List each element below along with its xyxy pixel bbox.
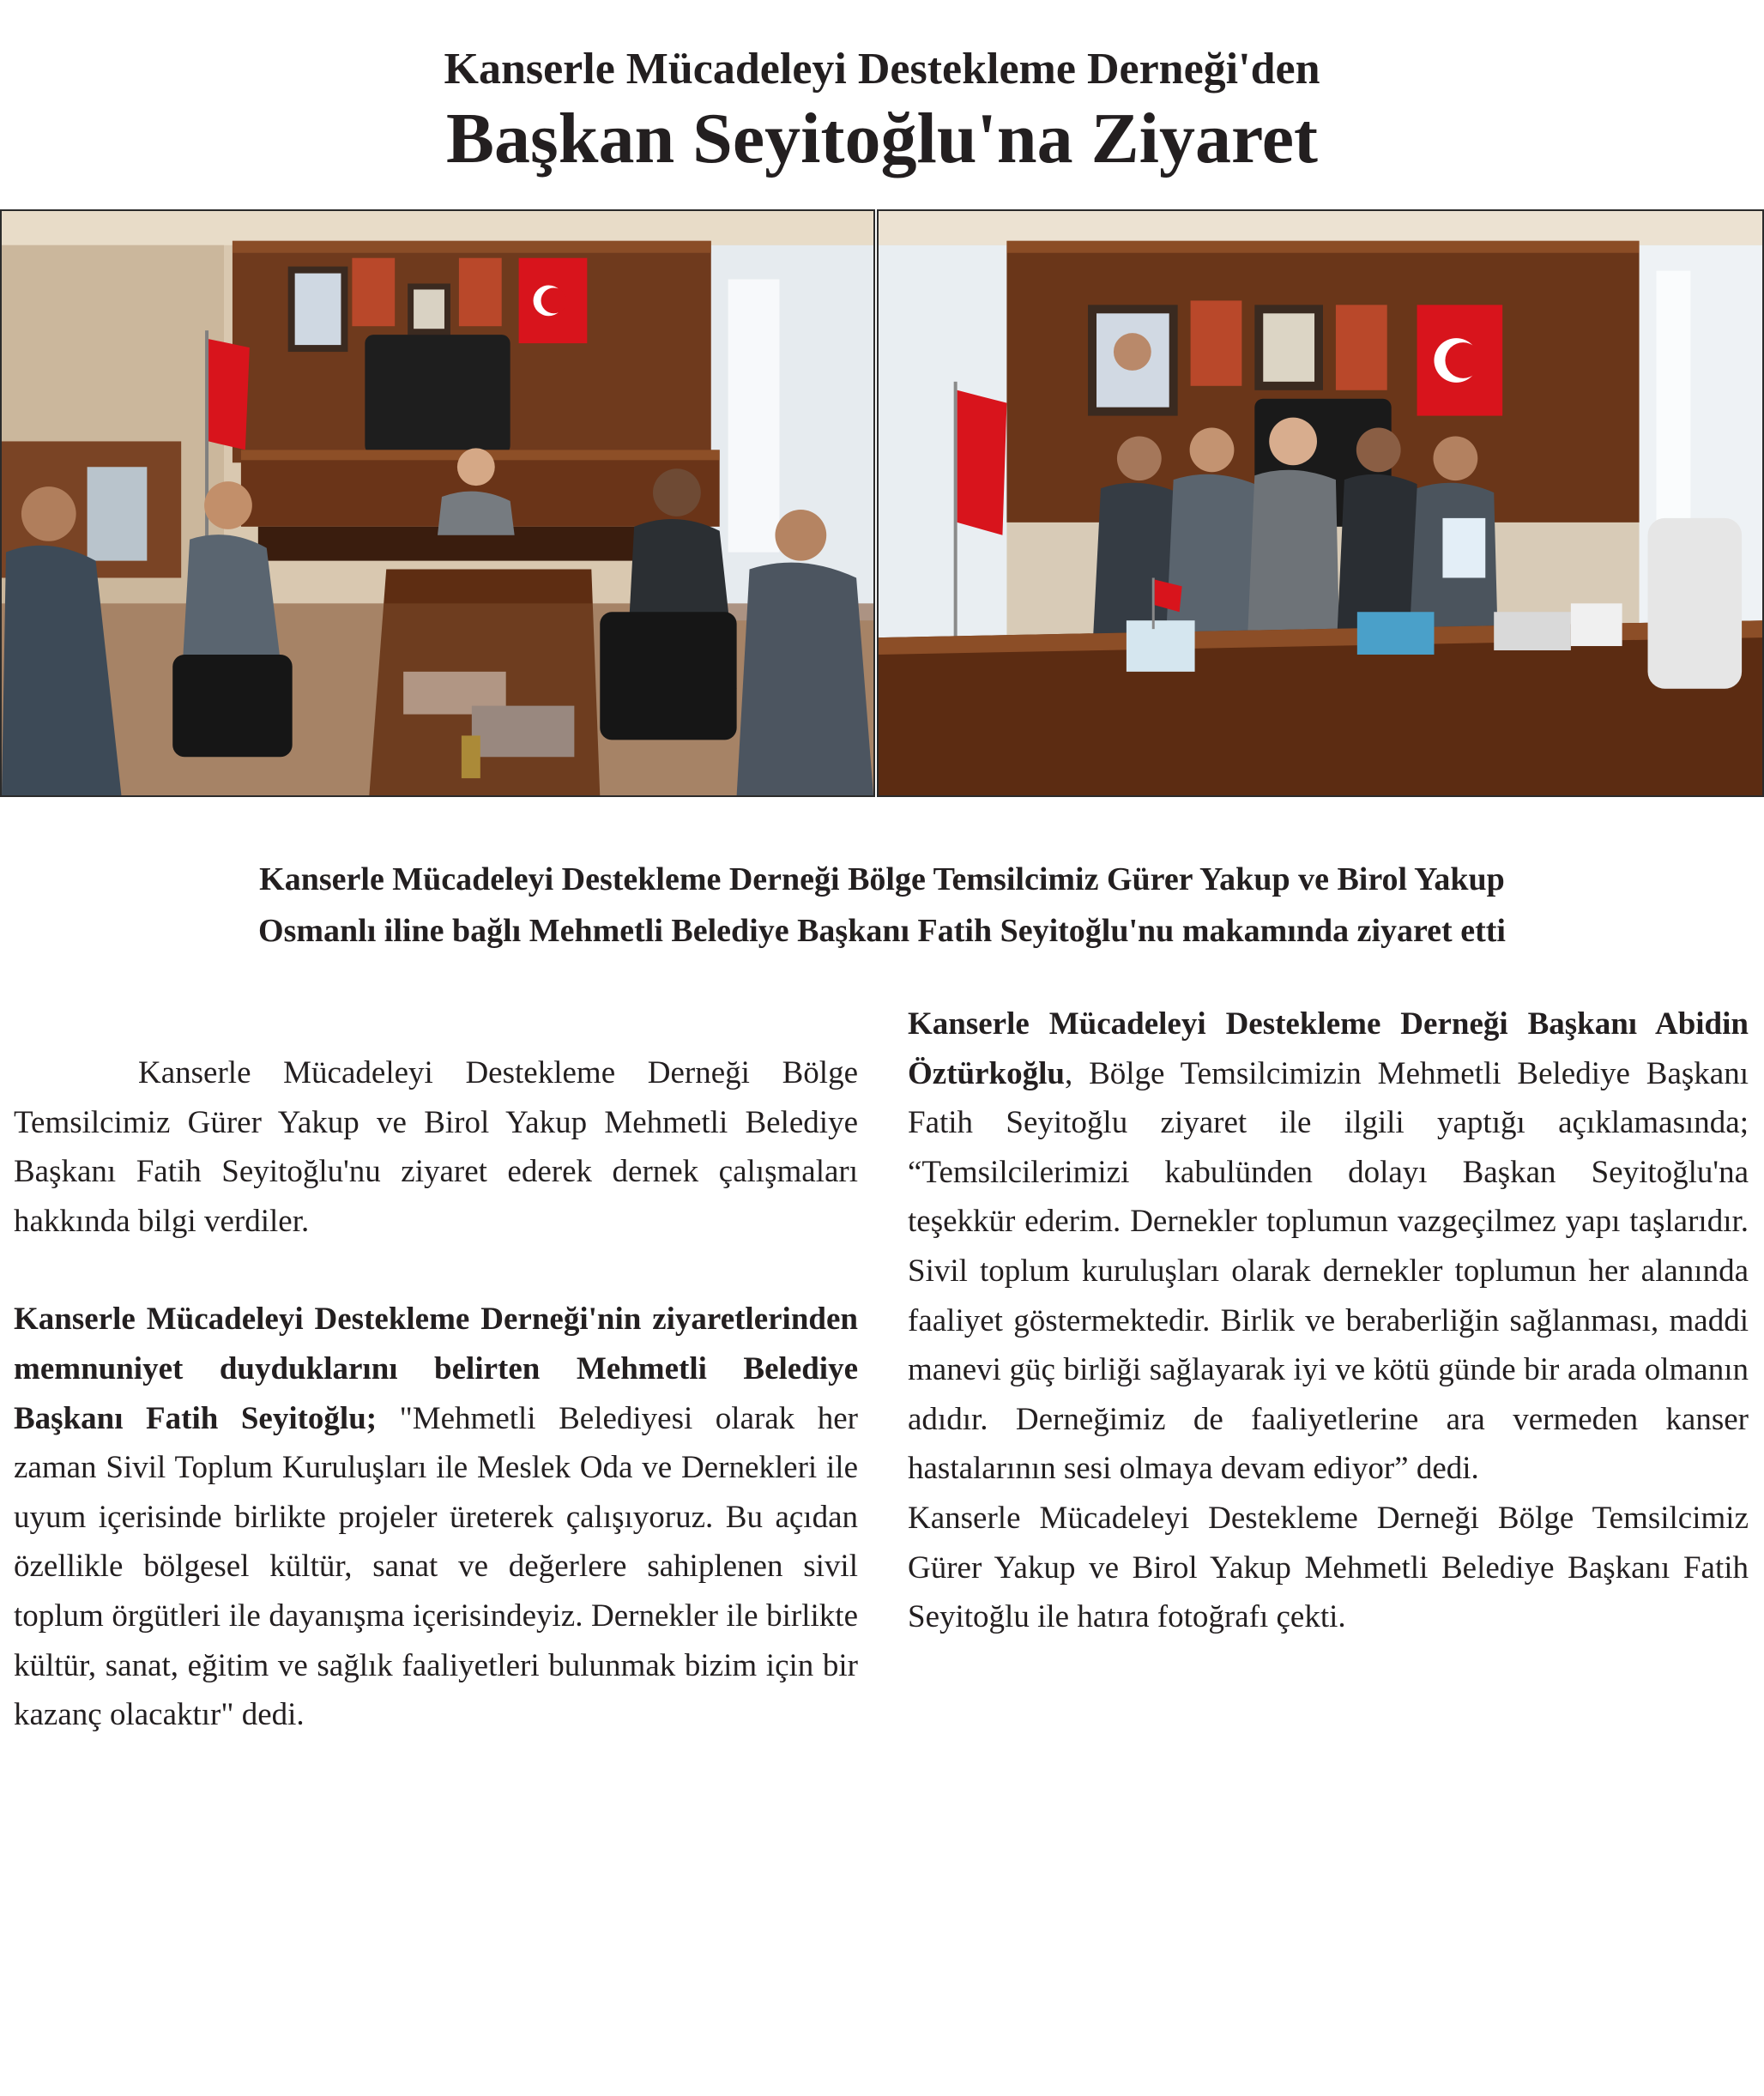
right-column: [908, 1000, 1749, 1642]
photo-meeting: [0, 209, 875, 797]
left-paragraph-2: [14, 1295, 858, 1739]
right-paragraph-2: Kanserle Mücadeleyi Destekleme Derneği Bölge Temsilcimiz Gürer Yakup ve Birol Yakup Mehmetli Belediye Başkanı Fatih Seyitoğlu ile hatıra fotoğrafı çekti.: [908, 1500, 1749, 1635]
headline-line-2: Başkan Seyitoğlu'na Ziyaret: [446, 99, 1318, 178]
right-paragraph-1-bold: Kanserle Mücadeleyi Destekleme Derneği Başkanı Abidin Öztürkoğlu: [908, 1006, 1749, 1091]
group-photo-illustration: [879, 211, 1762, 795]
right-paragraph-1-text: , Bölge Temsilcimizin Mehmetli Belediye Başkanı Fatih Seyitoğlu ziyaret ile ilgili yaptığı açıklamasında; “Temsilcilerimizi kabulünden dolayı Başkan Seyitoğlu'na teşekkür ederim. Dernekler toplumun vazgeçilmez yapı taşlarıdır. Sivil toplum kuruluşları olarak dernekler toplumun her alanında faaliyet göstermektedir. Birlik ve beraberliğin sağlanması, maddi manevi güç birliği sağlayarak iyi ve kötü günde bir arada olmanın adıdır. Derneğimiz de faaliyetlerine ara vermeden kanser hastalarının sesi olmaya devam ediyor” dedi.: [908, 1055, 1749, 1487]
headline-line-1: Kanserle Mücadeleyi Destekleme Derneği'den: [444, 45, 1320, 94]
right-paragraph-1: [908, 1000, 1749, 1494]
left-paragraph-1: Kanserle Mücadeleyi Destekleme Derneği Bölge Temsilcimiz Gürer Yakup ve Birol Yakup Mehmetli Belediye Başkanı Fatih Seyitoğlu'nu ziyaret ederek dernek çalışmaları hakkında bilgi verdiler.: [14, 1055, 858, 1239]
left-paragraph-2-text: "Mehmetli Belediyesi olarak her zaman Sivil Toplum Kuruluşları ile Meslek Oda ve Dernekleri ile uyum içerisinde birlikte projeler üreterek çalışıyoruz. Bu açıdan özellikle bölgesel kültür, sanat ve değerlere sahiplenen sivil toplum örgütleri ile dayanışma içerisindeyiz. Dernekler ile birlikte kültür, sanat, eğitim ve sağlık faaliyetleri bulunmak bizim için bir kazanç olacaktır" dedi.: [14, 1400, 859, 1733]
lead-summary-line-2: Osmanlı iline bağlı Mehmetli Belediye Başkanı Fatih Seyitoğlu'nu makamında ziyaret etti: [258, 913, 1506, 949]
lead-summary: [51, 854, 1713, 957]
headline: [0, 41, 1764, 180]
meeting-photo-illustration: [2, 211, 873, 795]
left-paragraph-2-bold: Kanserle Mücadeleyi Destekleme Derneği'nin ziyaretlerinden memnuniyet duyduklarını belirten Mehmetli Belediye Başkanı Fatih Seyitoğlu;: [14, 1302, 858, 1436]
photo-group: [877, 209, 1764, 797]
left-column: [14, 1048, 858, 1740]
lead-summary-line-1: Kanserle Mücadeleyi Destekleme Derneği Bölge Temsilcimiz Gürer Yakup ve Birol Yakup: [259, 861, 1505, 897]
